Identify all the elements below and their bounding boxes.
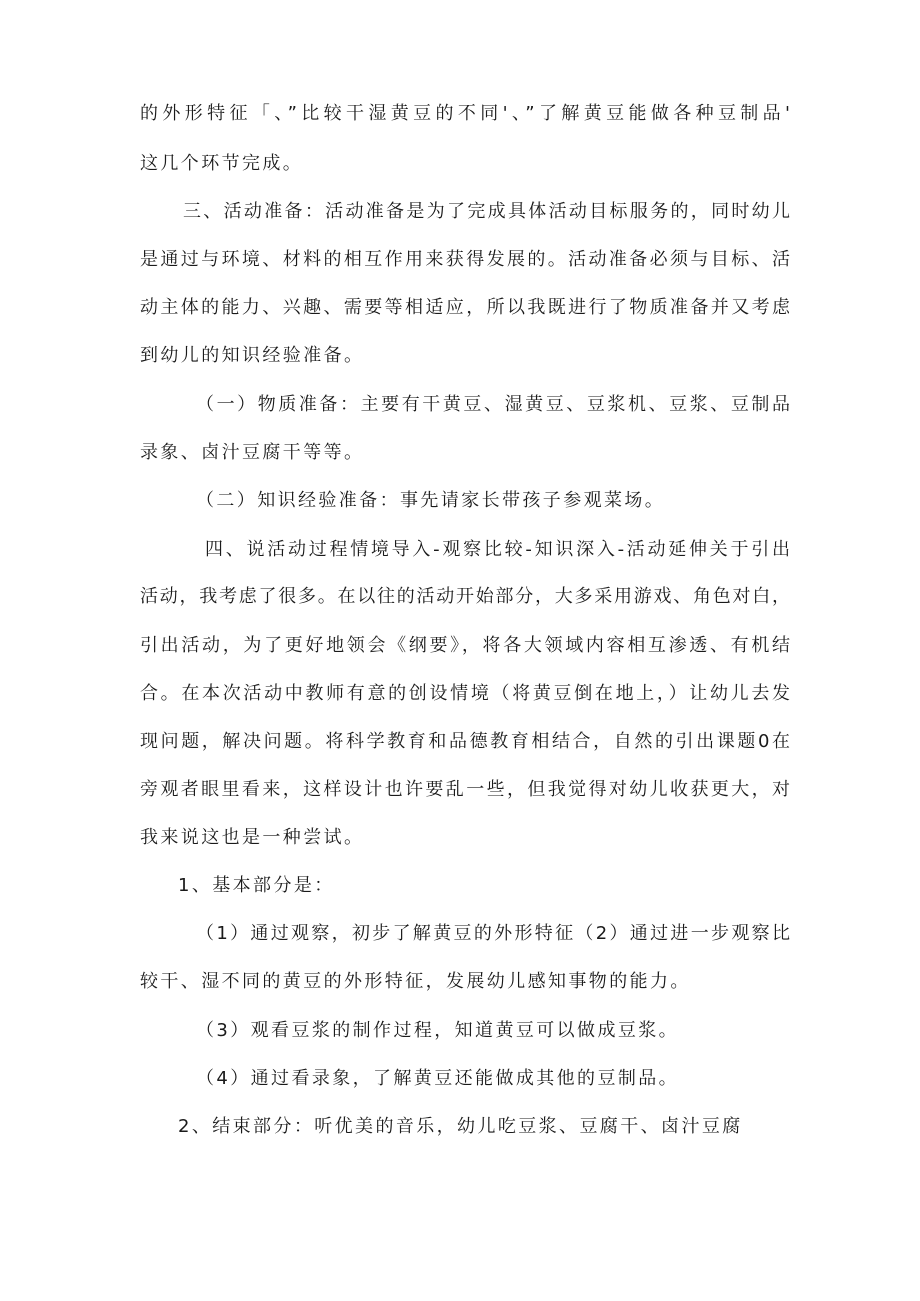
- text-line-22: 2、结束部分：听优美的音乐，幼儿吃豆浆、豆腐干、卤汁豆腐: [178, 1116, 743, 1137]
- text-line-4: 是通过与环境、材料的相互作用来获得发展的。活动准备必须与目标、活: [140, 249, 790, 270]
- text-line-3: 三、活动准备：活动准备是为了完成具体活动目标服务的，同时幼儿: [183, 201, 790, 222]
- text-line-2: 这几个环节完成。: [140, 153, 304, 174]
- text-line-13: 合。在本次活动中教师有意的创设情境（将黄豆倒在地上，）让幼儿去发: [140, 683, 790, 704]
- text-line-20: （3）观看豆浆的制作过程，知道黄豆可以做成豆浆。: [196, 1020, 680, 1041]
- text-line-8: 录象、卤汁豆腐干等等。: [140, 442, 365, 463]
- text-line-7: （一）物质准备：主要有干黄豆、湿黄豆、豆浆机、豆浆、豆制品: [196, 394, 790, 415]
- text-line-17: 1、基本部分是：: [178, 875, 335, 896]
- text-line-16: 我来说这也是一种尝试。: [140, 827, 365, 848]
- text-line-5: 动主体的能力、兴趣、需要等相适应，所以我既进行了物质准备并又考虑: [140, 297, 790, 318]
- text-line-6: 到幼儿的知识经验准备。: [140, 345, 365, 366]
- text-line-14: 现问题，解决问题。将科学教育和品德教育相结合，自然的引出课题0在: [140, 731, 790, 752]
- text-line-10: 四、说活动过程情境导入-观察比较-知识深入-活动延伸关于引出: [205, 539, 790, 560]
- text-line-11: 活动，我考虑了很多。在以往的活动开始部分，大多采用游戏、角色对白，: [140, 586, 790, 607]
- text-line-19: 较干、湿不同的黄豆的外形特征，发展幼儿感知事物的能力。: [140, 971, 691, 992]
- text-line-1: 的外形特征「、”比较干湿黄豆的不同'、”了解黄豆能做各种豆制品': [140, 103, 790, 124]
- text-line-15: 旁观者眼里看来，这样设计也许要乱一些，但我觉得对幼儿收获更大，对: [140, 779, 790, 800]
- text-line-9: （二）知识经验准备：事先请家长带孩子参观菜场。: [196, 490, 666, 511]
- text-line-18: （1）通过观察，初步了解黄豆的外形特征（2）通过进一步观察比: [196, 923, 790, 944]
- text-line-21: （4）通过看录象，了解黄豆还能做成其他的豆制品。: [196, 1068, 680, 1089]
- text-line-12: 引出活动，为了更好地领会《纲要》，将各大领域内容相互渗透、有机结: [140, 635, 790, 656]
